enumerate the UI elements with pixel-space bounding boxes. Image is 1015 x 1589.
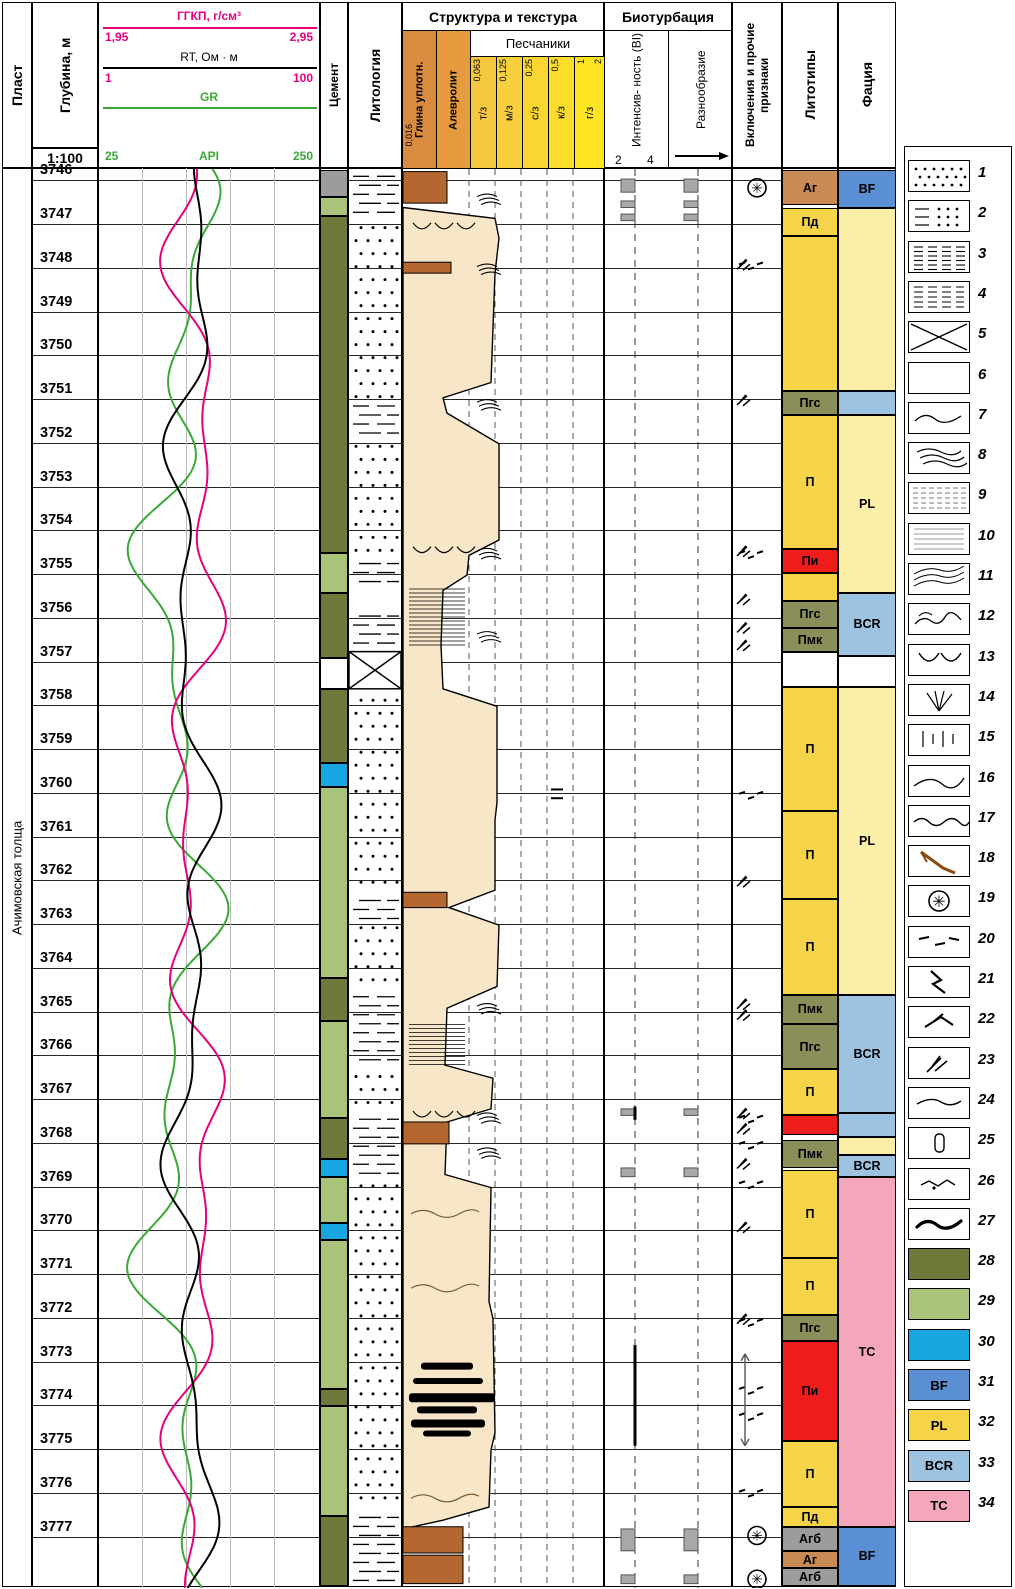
band-cell: Пгс [783, 1315, 837, 1341]
depth-tick [32, 1099, 98, 1100]
lithology-header-label: Литология [367, 48, 383, 122]
legend-item [904, 922, 1012, 962]
legend-symbol [908, 1288, 970, 1320]
clay-label: Глина уплотн. [413, 61, 426, 139]
bi-intensity-label: Интенсив- ность (BI) [629, 32, 644, 148]
band-cell: П [783, 1441, 837, 1507]
depth-label: 3755 [40, 556, 73, 573]
depth-tick [32, 1318, 98, 1319]
legend-item [904, 1123, 1012, 1163]
legend-number: 29 [978, 1292, 995, 1310]
depth-tick [32, 662, 98, 663]
grain-t3-size: 0,063 [472, 59, 482, 82]
rt-title: RT, Ом · м [180, 50, 238, 64]
legend-items [904, 146, 1012, 1587]
depth-label: 3776 [40, 1474, 73, 1491]
legend-symbol [908, 241, 970, 273]
depth-tick [32, 1405, 98, 1406]
depth-tick [32, 705, 98, 706]
legend-symbol [908, 563, 970, 595]
legend-symbol [908, 1208, 970, 1240]
legend-item [904, 881, 1012, 921]
svg-text:✳: ✳ [932, 894, 946, 912]
svg-text:✳: ✳ [751, 1527, 763, 1544]
legend-number: 20 [978, 929, 995, 947]
band-cell [783, 1115, 837, 1135]
band-cell: PL [839, 687, 895, 995]
band-cell: PL [839, 415, 895, 592]
col-header-inclusions [732, 2, 782, 168]
col-header-lithology [348, 2, 402, 168]
legend-number: 9 [978, 486, 987, 504]
legend-number: 32 [978, 1413, 995, 1431]
legend-item [904, 962, 1012, 1002]
gr-min: 25 [105, 149, 119, 163]
cement-band [321, 978, 347, 1022]
legend-number: 34 [978, 1493, 995, 1511]
lithotypes-header-label: Литотипы [802, 50, 818, 120]
depth-label: 3772 [40, 1299, 73, 1316]
bi-tick-2: 2 [615, 153, 622, 167]
band-cell [839, 1137, 895, 1155]
depth-label: 3770 [40, 1212, 73, 1229]
grain-s3: с/з [529, 106, 542, 120]
depth-tick [32, 749, 98, 750]
legend-symbol [908, 765, 970, 797]
depth-label: 3757 [40, 643, 73, 660]
rt-min: 1 [105, 71, 112, 85]
bioturbation-svg [605, 169, 731, 1588]
legend-number: 11 [978, 567, 994, 584]
depth-header-label: Глубина, м [57, 37, 73, 113]
cement-band [321, 1021, 347, 1117]
depth-label: 3746 [40, 162, 73, 179]
band-cell: BF [839, 1527, 895, 1586]
depth-label: 3768 [40, 1124, 73, 1141]
grain-m3: м/з [503, 105, 516, 121]
band-cell: Пмк [783, 1140, 837, 1168]
ggkp-min: 1,95 [105, 30, 129, 44]
structure-header-label: Структура и текстура [403, 3, 603, 31]
depth-tick [32, 618, 98, 619]
log-curves-svg [99, 169, 319, 1588]
depth-tick [32, 443, 98, 444]
legend-symbol: TC [908, 1490, 970, 1522]
legend-item [904, 680, 1012, 720]
band-cell: BCR [839, 995, 895, 1113]
legend-symbol [908, 603, 970, 635]
band-cell: Пи [783, 1341, 837, 1442]
depth-tick [32, 224, 98, 225]
legend-symbol [908, 966, 970, 998]
band-cell: Аг [783, 1551, 837, 1569]
band-cell: Пгс [783, 601, 837, 627]
legend-item [904, 559, 1012, 599]
legend-number: 14 [978, 687, 995, 705]
legend-symbol [908, 281, 970, 313]
legend-number: 22 [978, 1010, 995, 1028]
legend-symbol: PL [908, 1409, 970, 1441]
band-cell [839, 208, 895, 392]
band-cell: Пгс [783, 1024, 837, 1070]
legend-number: 24 [978, 1090, 995, 1108]
legend-symbol [908, 402, 970, 434]
depth-tick [32, 268, 98, 269]
gr-title: GR [200, 90, 218, 104]
cement-band [321, 593, 347, 659]
legend-number: 28 [978, 1252, 995, 1270]
ggkp-max: 2,95 [289, 30, 313, 44]
legend-item [904, 1244, 1012, 1284]
gr-unit: API [198, 149, 219, 163]
depth-tick [32, 1143, 98, 1144]
cement-band [321, 658, 347, 689]
legend-symbol: BCR [908, 1450, 970, 1482]
band-cell: П [783, 415, 837, 548]
band-cell: Агб [783, 1568, 837, 1586]
sand-title: Песчаники [505, 36, 571, 51]
legend-item [904, 277, 1012, 317]
depth-tick [32, 1230, 98, 1231]
col-header-structure [402, 2, 604, 168]
depth-label: 3766 [40, 1037, 73, 1054]
legend-item [904, 519, 1012, 559]
depth-label: 3749 [40, 293, 73, 310]
depth-label: 3763 [40, 906, 73, 923]
rt-max: 100 [292, 71, 313, 85]
depth-tick [32, 1493, 98, 1494]
cement-band [321, 1240, 347, 1389]
legend-symbol [908, 845, 970, 877]
legend-item [904, 761, 1012, 801]
legend-item [904, 1405, 1012, 1445]
legend-item [904, 1164, 1012, 1204]
col-header-plast [2, 2, 32, 168]
legend-symbol [908, 724, 970, 756]
bioturbation-marks [605, 169, 731, 1586]
depth-label: 3767 [40, 1081, 73, 1098]
legend-number: 27 [978, 1211, 995, 1229]
legend-number: 21 [978, 970, 995, 987]
cement-band [321, 1389, 347, 1407]
ggkp-title: ГГКП, г/см³ [176, 9, 242, 23]
svg-text:✳: ✳ [751, 1571, 763, 1588]
depth-tick [32, 355, 98, 356]
cement-band [321, 170, 347, 196]
legend-number: 33 [978, 1453, 995, 1471]
depth-label: 3771 [40, 1256, 73, 1273]
legend-symbol [908, 523, 970, 555]
legend-number: 13 [978, 647, 995, 665]
legend-number: 1 [978, 164, 987, 181]
depth-tick [32, 312, 98, 313]
depth-tick [32, 180, 98, 181]
band-cell: П [783, 899, 837, 995]
grain-k3: к/з [555, 106, 568, 120]
legend-item [904, 438, 1012, 478]
cement-band [321, 763, 347, 787]
band-cell: Пмк [783, 628, 837, 652]
band-cell: TC [839, 1177, 895, 1527]
depth-label: 3775 [40, 1431, 73, 1448]
legend-symbol [908, 1168, 970, 1200]
inclusions-svg [733, 169, 781, 1588]
legend-number: 19 [978, 889, 995, 907]
band-cell: Агб [783, 1527, 837, 1551]
band-cell: П [783, 687, 837, 812]
grain-s3-size: 0,25 [524, 59, 534, 77]
lithotype-bands [783, 169, 837, 1586]
legend-symbol [908, 1087, 970, 1119]
band-cell: Аг [783, 170, 837, 205]
cement-band [321, 553, 347, 592]
plast-header-label: Пласт [9, 64, 25, 106]
legend-symbol [908, 362, 970, 394]
band-cell: Пд [783, 1507, 837, 1527]
legend-symbol: BF [908, 1369, 970, 1401]
legend-number: 8 [978, 446, 987, 464]
legend-symbol [908, 200, 970, 232]
variety-arrow-icon [675, 149, 729, 163]
col-header-bioturbation [604, 2, 732, 168]
structure-profile [403, 169, 603, 1586]
depth-label: 3756 [40, 599, 73, 616]
depth-label: 3751 [40, 381, 73, 398]
facies-header-label: Фация [859, 62, 875, 108]
legend-item [904, 1325, 1012, 1365]
cement-band [321, 216, 347, 553]
cement-band [321, 1223, 347, 1241]
legend-number: 6 [978, 365, 987, 383]
cement-band [321, 197, 347, 217]
depth-labels [32, 162, 98, 1587]
legend-item [904, 1486, 1012, 1526]
depth-tick [32, 530, 98, 531]
band-cell [839, 391, 895, 415]
band-cell [783, 652, 837, 687]
depth-tick [32, 924, 98, 925]
siltstone-label: Алевролит [447, 70, 460, 130]
depth-tick [32, 487, 98, 488]
depth-tick [32, 399, 98, 400]
facies-bands [839, 169, 895, 1586]
clay-size: 0,016 [404, 124, 414, 147]
depth-label: 3773 [40, 1343, 73, 1360]
depth-tick [32, 1274, 98, 1275]
depth-tick [32, 1362, 98, 1363]
band-cell: П [783, 811, 837, 899]
legend-number: 5 [978, 325, 987, 343]
lithology-pattern-svg [349, 169, 401, 1588]
depth-label: 3752 [40, 424, 73, 441]
band-cell [783, 573, 837, 601]
legend-number: 31 [978, 1373, 995, 1390]
legend-item [904, 478, 1012, 518]
depth-label: 3750 [40, 337, 73, 354]
plast-column [2, 168, 32, 1587]
legend-number: 10 [978, 526, 995, 544]
depth-label: 3774 [40, 1387, 73, 1404]
cement-bands [321, 169, 347, 1586]
inclusions-header-label: Включения и прочие признаки [743, 22, 771, 148]
band-cell: BCR [839, 1155, 895, 1177]
legend-item [904, 1365, 1012, 1405]
bi-variety-label: Разнообразие [694, 50, 708, 130]
bi-tick-4: 4 [647, 153, 654, 167]
legend-item [904, 237, 1012, 277]
legend-item [904, 358, 1012, 398]
band-cell: П [783, 1170, 837, 1258]
legend-number: 30 [978, 1332, 995, 1350]
depth-label: 3765 [40, 993, 73, 1010]
grain-g3: г/з [584, 106, 596, 120]
cement-band [321, 1177, 347, 1223]
grain-g3-size: 1 [576, 59, 586, 65]
legend-number: 4 [978, 284, 987, 302]
band-cell [839, 1113, 895, 1137]
legend-symbol [908, 442, 970, 474]
col-header-lithotypes [782, 2, 838, 168]
legend-symbol [908, 805, 970, 837]
grain-k3-size: 0,5 [550, 59, 560, 72]
col-header-facies [838, 2, 896, 168]
depth-label: 3764 [40, 949, 73, 966]
depth-label: 3753 [40, 468, 73, 485]
scale-label: 1:100 [47, 150, 83, 166]
structure-profile-svg [403, 169, 603, 1588]
depth-tick [32, 1055, 98, 1056]
legend-symbol [908, 1329, 970, 1361]
depth-tick [32, 1187, 98, 1188]
cement-header-label: Цемент [327, 62, 341, 108]
legend-item [904, 841, 1012, 881]
band-cell: BCR [839, 593, 895, 656]
depth-tick [32, 793, 98, 794]
depth-label: 3762 [40, 862, 73, 879]
legend-item [904, 1446, 1012, 1486]
grain-last-size: 2 [593, 59, 603, 65]
depth-tick [32, 1537, 98, 1538]
grain-m3-size: 0,125 [498, 59, 508, 82]
legend-number: 26 [978, 1171, 995, 1189]
gr-max: 250 [292, 149, 313, 163]
band-cell: П [783, 1069, 837, 1115]
legend-item [904, 156, 1012, 196]
depth-label: 3747 [40, 206, 73, 222]
svg-text:✳: ✳ [751, 179, 763, 196]
band-cell [783, 236, 837, 391]
cement-band [321, 1118, 347, 1160]
legend-symbol [908, 1047, 970, 1079]
legend-item [904, 1083, 1012, 1123]
depth-label: 3761 [40, 818, 73, 835]
legend-number: 3 [978, 244, 987, 262]
legend-number: 16 [978, 768, 995, 786]
legend-symbol [908, 885, 970, 917]
legend-item [904, 317, 1012, 357]
legend-item [904, 1204, 1012, 1244]
grain-t3: т/з [477, 106, 490, 120]
depth-label: 3769 [40, 1168, 73, 1185]
band-cell: П [783, 1258, 837, 1315]
col-header-depth [32, 2, 98, 148]
band-cell [839, 656, 895, 687]
legend-number: 7 [978, 405, 987, 423]
legend-item [904, 196, 1012, 236]
col-header-cement [320, 2, 348, 168]
depth-tick [32, 1449, 98, 1450]
legend-item [904, 1002, 1012, 1042]
depth-tick [32, 880, 98, 881]
legend-symbol [908, 1006, 970, 1038]
depth-label: 3748 [40, 249, 73, 266]
log-curves [99, 169, 319, 1586]
band-cell: BF [839, 170, 895, 207]
legend-symbol [908, 1127, 970, 1159]
legend-symbol [908, 482, 970, 514]
bioturbation-header-label: Биотурбация [605, 3, 731, 31]
depth-label: 3754 [40, 512, 73, 529]
cement-band [321, 689, 347, 763]
legend-number: 25 [978, 1131, 995, 1149]
inclusion-marks [733, 169, 781, 1586]
legend-number: 12 [978, 607, 995, 625]
band-cell: Пд [783, 208, 837, 236]
legend-item [904, 1043, 1012, 1083]
cement-band [321, 1406, 347, 1515]
legend-symbol [908, 1248, 970, 1280]
legend-item [904, 398, 1012, 438]
legend-item [904, 599, 1012, 639]
depth-label: 3758 [40, 687, 73, 704]
legend-number: 2 [978, 204, 987, 222]
depth-tick [32, 1012, 98, 1013]
legend-item [904, 640, 1012, 680]
band-cell: Пмк [783, 995, 837, 1023]
legend-item [904, 1284, 1012, 1324]
depth-tick [32, 968, 98, 969]
cement-band [321, 787, 347, 977]
legend-number: 15 [978, 728, 995, 746]
legend-item [904, 720, 1012, 760]
depth-label: 3759 [40, 731, 73, 748]
lithology-pattern [349, 169, 401, 1586]
depth-tick [32, 837, 98, 838]
legend-number: 17 [978, 808, 995, 826]
plast-value: Ачимовская толща [9, 820, 25, 935]
legend-number: 23 [978, 1050, 995, 1068]
depth-label: 3760 [40, 774, 73, 791]
depth-label: 3777 [40, 1518, 73, 1535]
legend-symbol [908, 684, 970, 716]
legend-symbol [908, 926, 970, 958]
legend-item [904, 801, 1012, 841]
cement-band [321, 1159, 347, 1177]
band-cell: Пи [783, 549, 837, 573]
depth-tick [32, 574, 98, 575]
legend-number: 18 [978, 849, 995, 867]
legend-symbol [908, 321, 970, 353]
legend-symbol [908, 644, 970, 676]
curves-header [98, 2, 320, 168]
legend-symbol [908, 160, 970, 192]
cement-band [321, 1516, 347, 1586]
band-cell: Пгс [783, 391, 837, 415]
